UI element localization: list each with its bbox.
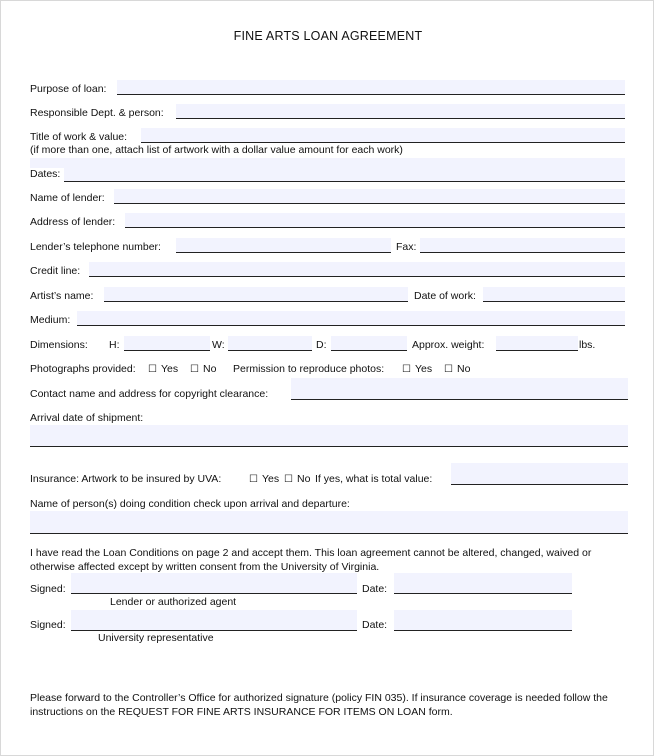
lender-name-field[interactable] xyxy=(114,189,625,204)
title-of-work-label: Title of work & value: xyxy=(30,131,128,143)
height-field[interactable] xyxy=(124,336,210,351)
reproduce-no-label: No xyxy=(457,363,471,375)
depth-label: D: xyxy=(316,339,327,351)
insurance-no-label: No xyxy=(297,473,311,485)
title-of-work-note: (if more than one, attach list of artwork with a dollar value amount for each work) xyxy=(30,144,403,156)
photos-label: Photographs provided: xyxy=(30,363,136,375)
fax-field[interactable] xyxy=(420,238,625,253)
dates-field[interactable] xyxy=(64,167,625,182)
condition-field[interactable] xyxy=(30,511,628,534)
weight-label: Approx. weight: xyxy=(412,339,485,351)
signed1-caption: Lender or authorized agent xyxy=(110,596,237,608)
insurance-label: Insurance: Artwork to be insured by UVA: xyxy=(30,473,222,485)
signed1-date-field[interactable] xyxy=(394,573,572,594)
photos-no-checkbox[interactable]: ☐ xyxy=(190,364,199,375)
reproduce-yes-checkbox[interactable]: ☐ xyxy=(402,364,411,375)
lender-phone-field[interactable] xyxy=(176,238,391,253)
height-label: H: xyxy=(109,339,120,351)
photos-yes-checkbox[interactable]: ☐ xyxy=(148,364,157,375)
date-of-work-label: Date of work: xyxy=(414,290,476,302)
credit-line-field[interactable] xyxy=(89,262,625,277)
medium-label: Medium: xyxy=(30,314,71,326)
copyright-field[interactable] xyxy=(291,378,628,400)
reproduce-label: Permission to reproduce photos: xyxy=(233,363,385,375)
insurance-total-label: If yes, what is total value: xyxy=(315,473,433,485)
title-of-work-field[interactable] xyxy=(141,128,625,143)
agreement-text: I have read the Loan Conditions on page 2 and accept them. This loan agreement cannot be altered, changed, waived or otherwise affected except by written consent from the University of Virginia. xyxy=(30,547,592,573)
form-title: FINE ARTS LOAN AGREEMENT xyxy=(233,29,423,43)
signature1-field[interactable] xyxy=(71,573,357,594)
insurance-yes-label: Yes xyxy=(262,473,280,485)
photos-yes-label: Yes xyxy=(161,363,179,375)
purpose-field[interactable] xyxy=(117,80,625,95)
medium-field[interactable] xyxy=(77,311,625,326)
condition-label: Name of person(s) doing condition check upon arrival and departure: xyxy=(30,498,350,510)
arrival-label: Arrival date of shipment: xyxy=(30,412,144,424)
signed2-date-label: Date: xyxy=(362,619,388,631)
width-label: W: xyxy=(212,339,225,351)
signed1-date-label: Date: xyxy=(362,583,388,595)
purpose-label: Purpose of loan: xyxy=(30,83,107,95)
copyright-label: Contact name and address for copyright clearance: xyxy=(30,388,269,400)
signed2-caption: University representative xyxy=(98,632,214,644)
responsible-field[interactable] xyxy=(176,104,625,119)
artist-label: Artist’s name: xyxy=(30,290,94,302)
weight-unit: lbs. xyxy=(579,339,596,351)
signature2-field[interactable] xyxy=(71,610,357,631)
dates-label: Dates: xyxy=(30,168,61,180)
fax-label: Fax: xyxy=(396,241,417,253)
photos-no-label: No xyxy=(203,363,217,375)
arrival-field[interactable] xyxy=(30,425,628,447)
weight-field[interactable] xyxy=(496,336,578,351)
reproduce-no-checkbox[interactable]: ☐ xyxy=(444,364,453,375)
date-of-work-field[interactable] xyxy=(483,287,625,302)
insurance-no-checkbox[interactable]: ☐ xyxy=(284,474,293,485)
signed2-label: Signed: xyxy=(30,619,66,631)
artist-field[interactable] xyxy=(104,287,408,302)
lender-address-label: Address of lender: xyxy=(30,216,116,228)
responsible-label: Responsible Dept. & person: xyxy=(30,107,164,119)
insurance-yes-checkbox[interactable]: ☐ xyxy=(249,474,258,485)
depth-field[interactable] xyxy=(331,336,407,351)
footer-text: Please forward to the Controller’s Office for authorized signature (policy FIN 035). If insurance coverage is needed follow the instructions on the REQUEST FOR FINE ARTS INSURANCE FOR ITEMS ON LOAN form. xyxy=(30,692,608,718)
signed1-label: Signed: xyxy=(30,583,66,595)
dimensions-label: Dimensions: xyxy=(30,339,88,351)
insurance-total-field[interactable] xyxy=(451,463,628,485)
signed2-date-field[interactable] xyxy=(394,610,572,631)
reproduce-yes-label: Yes xyxy=(415,363,433,375)
credit-line-label: Credit line: xyxy=(30,265,81,277)
lender-name-label: Name of lender: xyxy=(30,192,105,204)
width-field[interactable] xyxy=(228,336,312,351)
lender-phone-label: Lender’s telephone number: xyxy=(30,241,161,253)
lender-address-field[interactable] xyxy=(125,213,625,228)
